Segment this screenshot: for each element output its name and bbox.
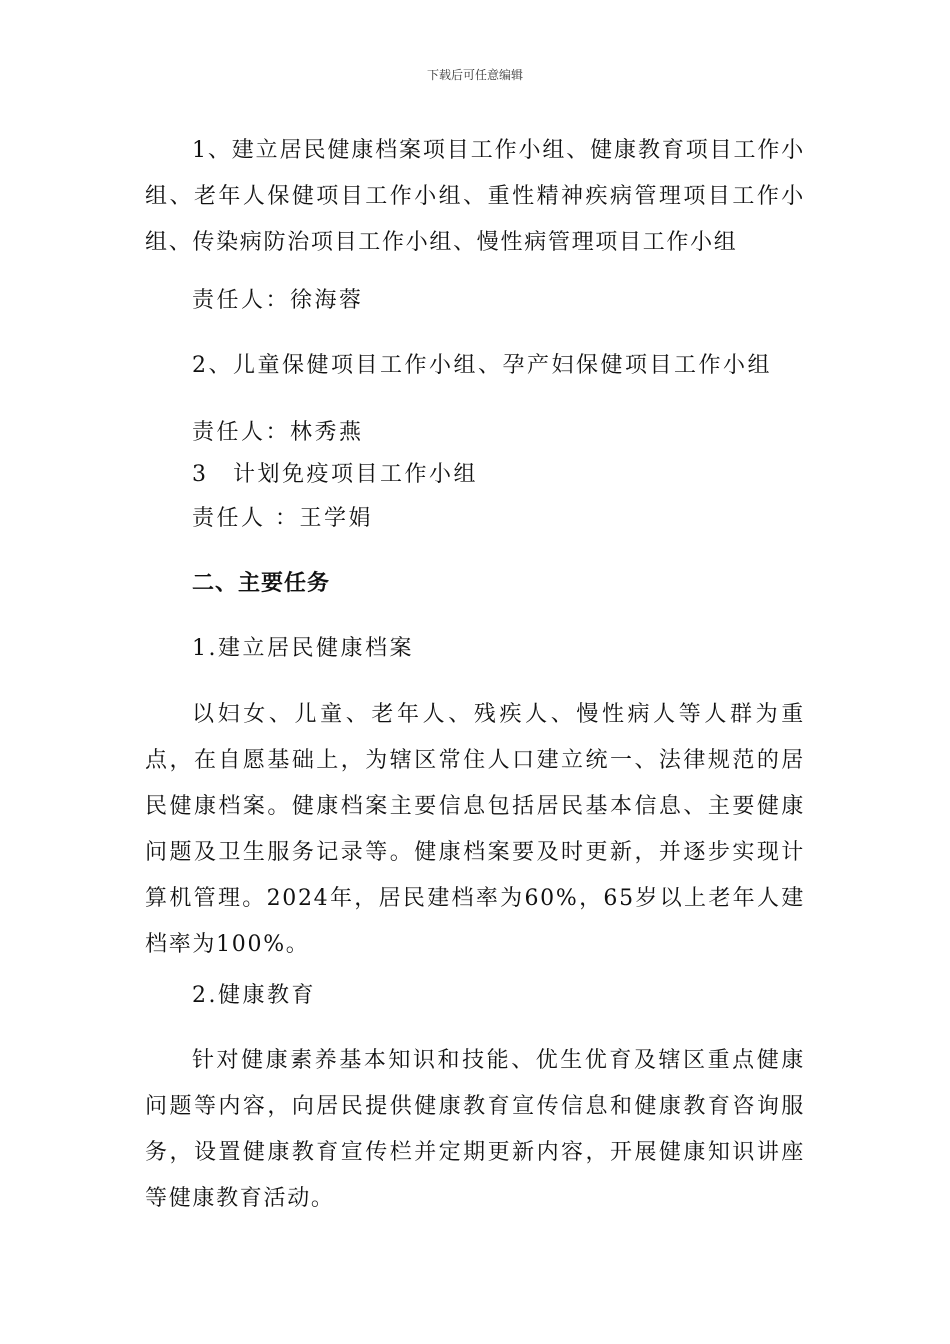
group3-responsible: 责任人 ：王学娟 — [192, 506, 373, 531]
item1-title: 1.建立居民健康档案 — [192, 636, 414, 661]
header-note: 下载后可任意编辑 — [426, 68, 523, 82]
group1-responsible: 责任人：徐海蓉 — [192, 288, 364, 313]
section-heading: 二、主要任务 — [192, 571, 331, 596]
group2-line: 2、儿童保健项目工作小组、孕产妇保健项目工作小组 — [192, 353, 772, 378]
item1-body: 以妇女、儿童、老年人、残疾人、慢性病人等人群为重点，在自愿基础上，为辖区常住人口建立统一、法律规范的居民健康档案。健康档案主要信息包括居民基本信息、主要健康问题及卫生服务记录等。健康档案要及时更新，并逐步实现计算机管理。2024年，居民建档率为60%，65岁以上老年人建档率为100%。 — [145, 702, 805, 957]
item2-title: 2.健康教育 — [192, 983, 316, 1008]
group3-line: 3 计划免疫项目工作小组 — [192, 462, 478, 487]
group1-paragraph: 1、建立居民健康档案项目工作小组、健康教育项目工作小组、老年人保健项目工作小组、重性精神疾病管理项目工作小组、传染病防治项目工作小组、慢性病管理项目工作小组 — [145, 138, 805, 255]
item2-body: 针对健康素养基本知识和技能、优生优育及辖区重点健康问题等内容，向居民提供健康教育宣传信息和健康教育咨询服务，设置健康教育宣传栏并定期更新内容，开展健康知识讲座等健康教育活动。 — [145, 1048, 805, 1211]
group2-responsible: 责任人：林秀燕 — [192, 420, 364, 445]
